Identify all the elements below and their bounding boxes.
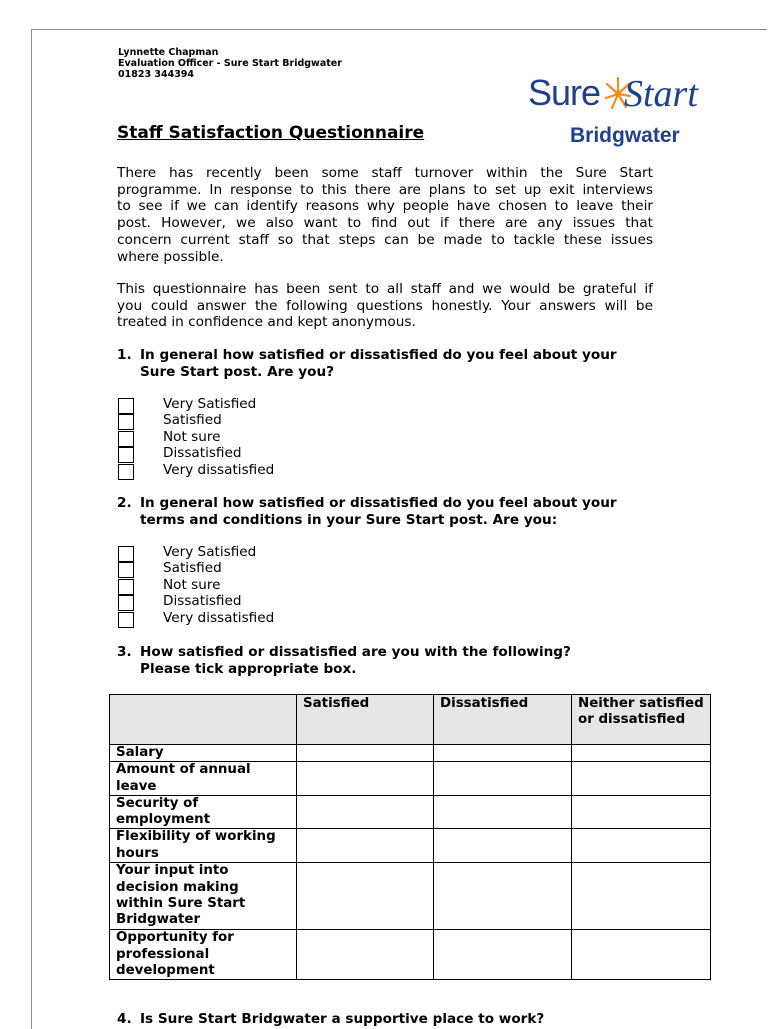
- tick-cell[interactable]: [434, 863, 572, 930]
- text-line: programme. In response to this there are plans to set up exit interviews: [117, 181, 653, 198]
- question-text-line: In general how satisfied or dissatisfied do you feel about your: [140, 347, 617, 363]
- tick-cell[interactable]: [434, 745, 572, 762]
- tick-cell[interactable]: [572, 745, 711, 762]
- row-label: Amount of annual leave: [110, 762, 297, 796]
- option-label: Satisfied: [163, 412, 222, 429]
- question-number: 3.: [117, 644, 132, 660]
- contact-phone: 01823 344394: [118, 69, 195, 80]
- question-text-line: Is Sure Start Bridgwater a supportive place to work?: [140, 1011, 545, 1027]
- row-label: Your input into decision making within Sure Start Bridgwater: [110, 863, 297, 930]
- option-label: Very dissatisfied: [163, 461, 275, 478]
- contact-name: Lynnette Chapman: [118, 47, 219, 58]
- intro-paragraph-2: [117, 281, 653, 331]
- checkbox[interactable]: [118, 464, 134, 480]
- question-text-line: How satisfied or dissatisfied are you with the following?: [140, 644, 571, 660]
- tick-cell[interactable]: [297, 829, 434, 863]
- text-line: concern current staff so that steps can be made to tackle these issues: [117, 231, 653, 248]
- question-number: 4.: [117, 1011, 132, 1027]
- sure-start-logo: [528, 72, 728, 152]
- checkbox[interactable]: [118, 595, 134, 611]
- checkbox[interactable]: [118, 579, 134, 595]
- text-line: you could answer the following questions honestly. Your answers will be: [117, 297, 653, 314]
- tick-cell[interactable]: [434, 930, 572, 980]
- option-label: Dissatisfied: [163, 445, 242, 462]
- question-text-line: terms and conditions in your Sure Start post. Are you:: [140, 512, 558, 528]
- tick-cell[interactable]: [297, 762, 434, 796]
- option-label: Satisfied: [163, 560, 222, 577]
- table-row: [110, 829, 711, 863]
- question-text-line: Sure Start post. Are you?: [140, 364, 335, 380]
- logo-word-sure: Sure: [528, 72, 601, 113]
- checkbox[interactable]: [118, 414, 134, 430]
- text-line: This questionnaire has been sent to all staff and we would be grateful if: [117, 281, 653, 297]
- checkbox[interactable]: [118, 612, 134, 628]
- table-row: [110, 762, 711, 796]
- tick-cell[interactable]: [434, 829, 572, 863]
- option-label: Not sure: [163, 428, 221, 445]
- logo-word-start: Start: [624, 73, 698, 115]
- page-title: Staff Satisfaction Questionnaire: [117, 123, 425, 143]
- table-row: [110, 863, 711, 930]
- option-label: Very dissatisfied: [163, 609, 275, 626]
- option-label: Dissatisfied: [163, 593, 242, 610]
- tick-cell[interactable]: [297, 863, 434, 930]
- satisfaction-table: [109, 694, 711, 980]
- intro-paragraph-1: [117, 165, 653, 265]
- question-3: [117, 644, 657, 678]
- table-row: [110, 930, 711, 980]
- checkbox[interactable]: [118, 431, 134, 447]
- tick-cell[interactable]: [572, 795, 711, 829]
- logo-subtitle: Bridgwater: [570, 124, 680, 147]
- tick-cell[interactable]: [572, 930, 711, 980]
- row-label: Security of employment: [110, 795, 297, 829]
- question-text-line: In general how satisfied or dissatisfied do you feel about your: [140, 495, 617, 511]
- table-row: [110, 745, 711, 762]
- checkbox[interactable]: [118, 546, 134, 562]
- table-header-row: [110, 695, 711, 745]
- tick-cell[interactable]: [572, 762, 711, 796]
- row-label: Flexibility of working hours: [110, 829, 297, 863]
- text-line: to see if we can identify reasons why people have chosen to leave their: [117, 198, 653, 215]
- question-4: [117, 1011, 657, 1028]
- tick-cell[interactable]: [297, 930, 434, 980]
- contact-block: [118, 47, 342, 80]
- tick-cell[interactable]: [572, 829, 711, 863]
- text-line: treated in confidence and kept anonymous.: [117, 314, 416, 331]
- text-line: where possible.: [117, 248, 224, 265]
- table-row: [110, 795, 711, 829]
- checkbox[interactable]: [118, 398, 134, 414]
- question-number: 1.: [117, 347, 132, 363]
- tick-cell[interactable]: [434, 795, 572, 829]
- table-header-cell: Satisfied: [297, 695, 434, 745]
- checkbox[interactable]: [118, 447, 134, 463]
- tick-cell[interactable]: [434, 762, 572, 796]
- checkbox[interactable]: [118, 562, 134, 578]
- option-label: Not sure: [163, 576, 221, 593]
- option-label: Very Satisfied: [163, 544, 257, 560]
- table-header-cell: Neither satisfied or dissatisfied: [572, 695, 711, 745]
- tick-cell[interactable]: [572, 863, 711, 930]
- question-2: [117, 495, 657, 529]
- option-label: Very Satisfied: [163, 396, 257, 412]
- question-number: 2.: [117, 495, 132, 511]
- text-line: There has recently been some staff turnover within the Sure Start: [117, 165, 653, 181]
- tick-cell[interactable]: [297, 795, 434, 829]
- question-1: [117, 347, 657, 381]
- question-text-line: Please tick appropriate box.: [140, 661, 357, 677]
- row-label: Opportunity for professional development: [110, 930, 297, 980]
- text-line: post. However, we also want to find out if there are any issues that: [117, 215, 653, 232]
- table-header-cell: [110, 695, 297, 745]
- row-label: Salary: [110, 745, 297, 762]
- contact-role: Evaluation Officer - Sure Start Bridgwater: [118, 58, 342, 69]
- tick-cell[interactable]: [297, 745, 434, 762]
- table-header-cell: Dissatisfied: [434, 695, 572, 745]
